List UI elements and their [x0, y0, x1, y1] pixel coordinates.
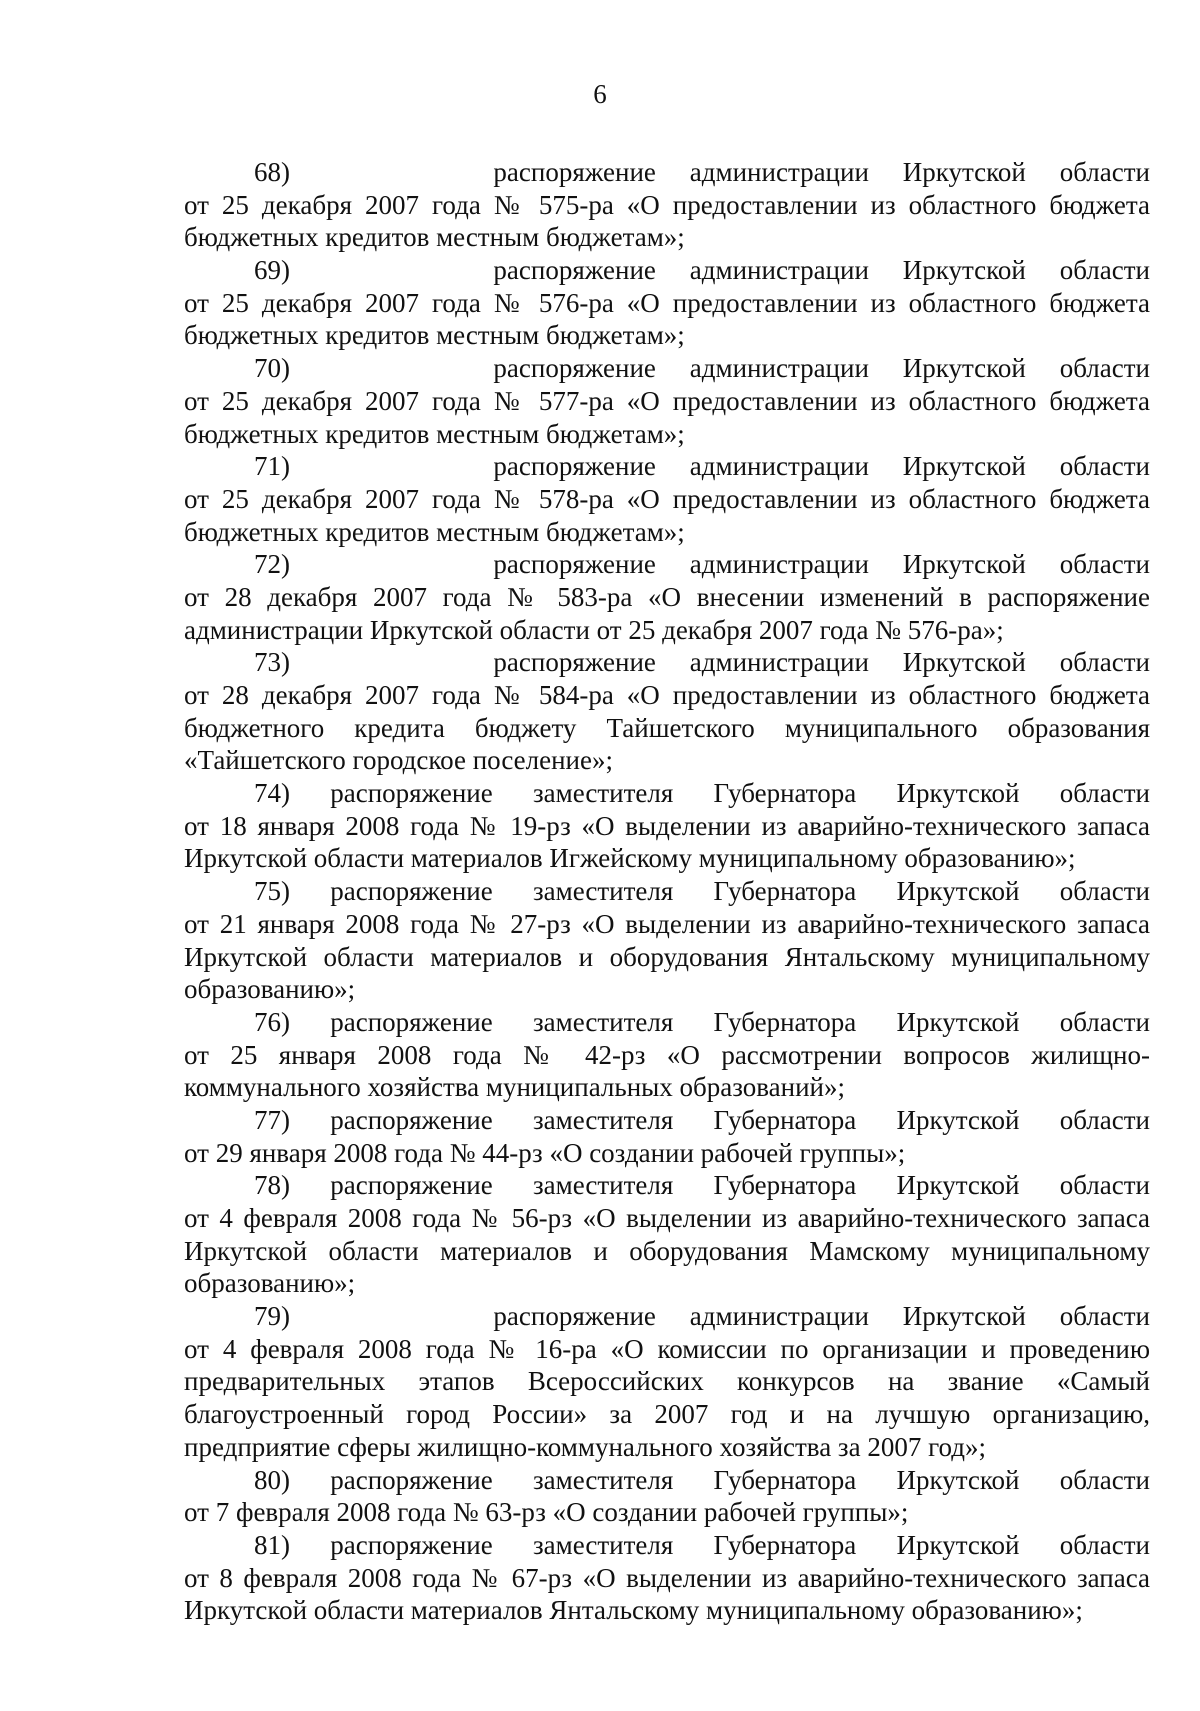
text-line: предприятие сферы жилищно-коммунального хозяйства за 2007 год»;: [184, 1431, 986, 1462]
list-item: [184, 1104, 1150, 1169]
text-line: от 18 января 2008 года № 19-рз «О выделении из аварийно-технического запаса: [184, 810, 1150, 841]
text-line: от 25 декабря 2007 года № 577-ра «О предоставлении из областного бюджета: [184, 385, 1150, 416]
text-line: от 4 февраля 2008 года № 56-рз «О выделении из аварийно-технического запаса: [184, 1203, 1150, 1233]
text-line: 72) распоряжение администрации Иркутской области: [254, 549, 1150, 580]
page-number: 6: [593, 79, 607, 109]
text-line: бюджетного кредита бюджету Тайшетского муниципального образования: [184, 712, 1150, 743]
list-item: [184, 646, 1150, 777]
list-item: [184, 1169, 1150, 1300]
list-item: [184, 777, 1150, 875]
text-line: Иркутской области материалов и оборудования Мамскому муниципальному: [184, 1235, 1150, 1266]
text-line: коммунального хозяйства муниципальных образований»;: [184, 1072, 846, 1103]
text-line: 78) распоряжение заместителя Губернатора Иркутской области: [254, 1170, 1150, 1201]
text-line: Иркутской области материалов и оборудования Янтальскому муниципальному: [184, 941, 1150, 972]
text-line: от 25 декабря 2007 года № 575-ра «О предоставлении из областного бюджета: [184, 189, 1150, 220]
list-item: [184, 254, 1150, 352]
text-line: от 25 декабря 2007 года № 578-ра «О предоставлении из областного бюджета: [184, 483, 1150, 514]
text-line: от 7 февраля 2008 года № 63-рз «О создании рабочей группы»;: [184, 1497, 909, 1528]
list-item: [184, 548, 1150, 646]
text-line: бюджетных кредитов местным бюджетам»;: [184, 418, 685, 449]
text-line: бюджетных кредитов местным бюджетам»;: [184, 320, 685, 351]
text-line: Иркутской области материалов Игжейскому муниципальному образованию»;: [184, 843, 1076, 874]
list-item: [184, 1529, 1150, 1627]
text-line: 79) распоряжение администрации Иркутской области: [254, 1301, 1150, 1332]
text-line: от 25 декабря 2007 года № 576-ра «О предоставлении из областного бюджета: [184, 287, 1150, 318]
text-line: от 8 февраля 2008 года № 67-рз «О выделении из аварийно-технического запаса: [184, 1562, 1150, 1593]
text-line: бюджетных кредитов местным бюджетам»;: [184, 516, 685, 547]
text-line: от 25 января 2008 года № 42-рз «О рассмотрении вопросов жилищно-: [184, 1039, 1150, 1070]
list-item: [184, 1464, 1150, 1529]
text-line: 73) распоряжение администрации Иркутской области: [254, 647, 1150, 678]
text-line: 77) распоряжение заместителя Губернатора Иркутской области: [254, 1104, 1150, 1135]
list-item: [184, 352, 1150, 450]
text-line: от 21 января 2008 года № 27-рз «О выделении из аварийно-технического запаса: [184, 908, 1150, 939]
text-line: 71) распоряжение администрации Иркутской области: [254, 451, 1150, 482]
text-line: от 28 декабря 2007 года № 584-ра «О предоставлении из областного бюджета: [184, 680, 1150, 710]
text-line: 80) распоряжение заместителя Губернатора Иркутской области: [254, 1464, 1150, 1495]
text-line: предварительных этапов Всероссийских конкурсов на звание «Самый: [184, 1366, 1150, 1397]
list-item: [184, 875, 1150, 1006]
text-line: 75) распоряжение заместителя Губернатора Иркутской области: [254, 876, 1150, 907]
list-item: [184, 1300, 1150, 1463]
text-line: образованию»;: [184, 974, 356, 1005]
text-line: 81) распоряжение заместителя Губернатора Иркутской области: [254, 1529, 1150, 1560]
text-line: бюджетных кредитов местным бюджетам»;: [184, 222, 685, 253]
list-item: [184, 450, 1150, 548]
text-line: 68) распоряжение администрации Иркутской области: [254, 157, 1150, 187]
text-line: 74) распоряжение заместителя Губернатора Иркутской области: [254, 778, 1150, 809]
text-line: Иркутской области материалов Янтальскому муниципальному образованию»;: [184, 1595, 1083, 1626]
text-line: образованию»;: [184, 1268, 356, 1299]
document-list: [184, 156, 1150, 1627]
text-line: от 4 февраля 2008 года № 16-ра «О комиссии по организации и проведению: [184, 1333, 1150, 1364]
text-line: 76) распоряжение заместителя Губернатора Иркутской области: [254, 1006, 1150, 1037]
text-line: 69) распоряжение администрации Иркутской области: [254, 255, 1150, 286]
text-line: от 29 января 2008 года № 44-рз «О создании рабочей группы»;: [184, 1137, 906, 1168]
text-line: благоустроенный город России» за 2007 год и на лучшую организацию,: [184, 1399, 1150, 1430]
text-line: «Тайшетского городское поселение»;: [184, 745, 613, 776]
text-line: 70) распоряжение администрации Иркутской области: [254, 353, 1150, 384]
list-item: [184, 1006, 1150, 1104]
text-line: администрации Иркутской области от 25 декабря 2007 года № 576-ра»;: [184, 614, 1004, 645]
list-item: [184, 156, 1150, 254]
text-line: от 28 декабря 2007 года № 583-ра «О внесении изменений в распоряжение: [184, 581, 1150, 612]
